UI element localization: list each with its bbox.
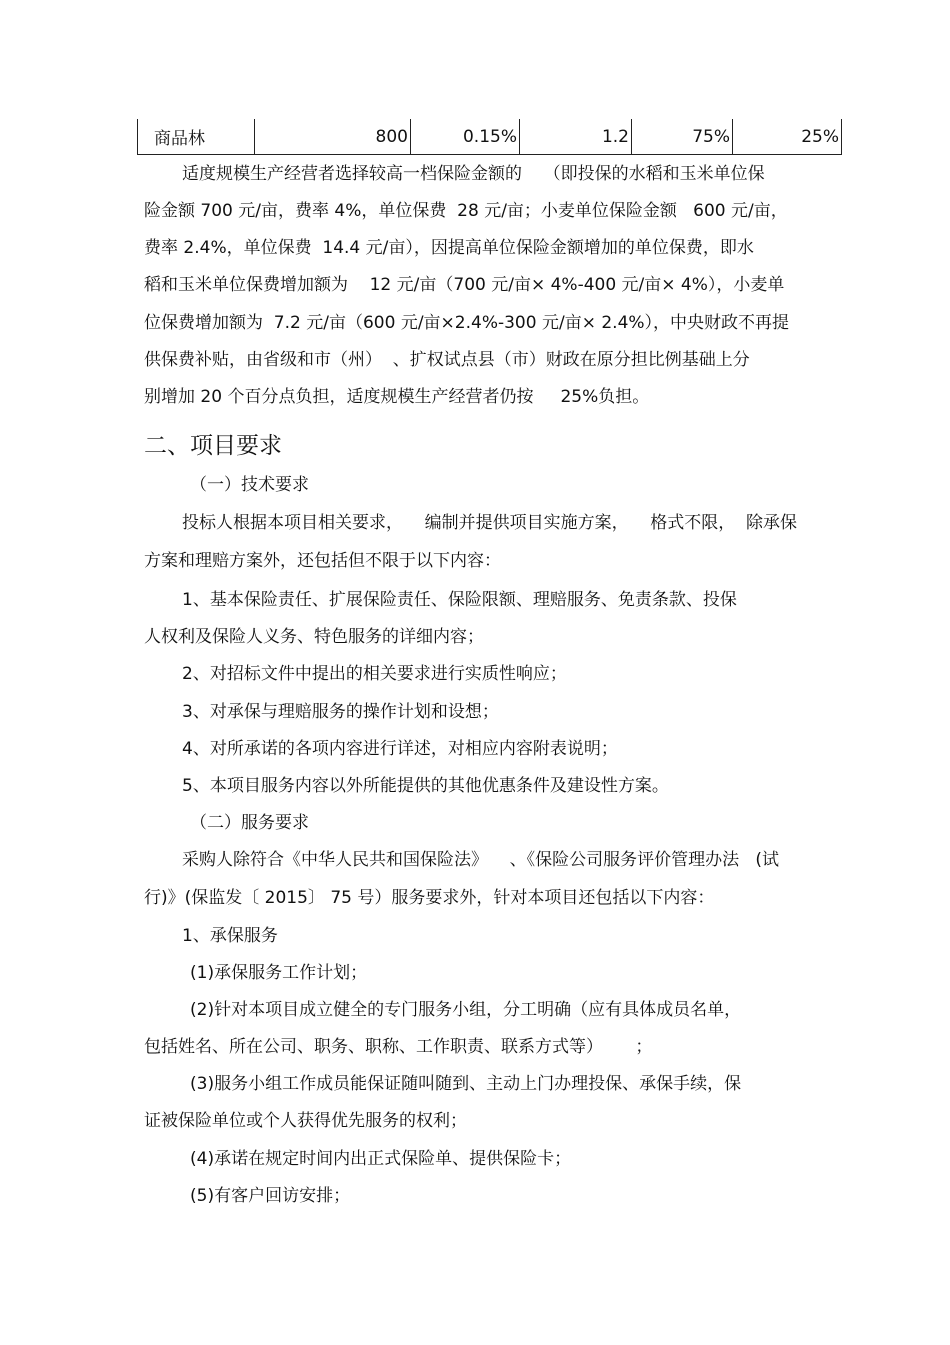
list-item: 人权利及保险人义务、特色服务的详细内容； (144, 627, 484, 647)
list-item: (4)承诺在规定时间内出正式保险单、提供保险卡； (190, 1149, 572, 1169)
subsection-heading: （一）技术要求 (190, 475, 309, 495)
paragraph-line: 方案和理赔方案外，还包括但不限于以下内容： (144, 551, 501, 571)
paragraph-line: 稻和玉米单位保费增加额为 12 元/亩（700 元/亩× 4%-400 元/亩× 4%），小麦单 (144, 275, 785, 295)
table-row (138, 119, 842, 155)
list-item: (1)承保服务工作计划； (190, 963, 368, 983)
section-heading: 二、项目要求 (144, 433, 282, 459)
forest-type-cell: 商品林 (138, 119, 255, 155)
paragraph-line: 位保费增加额为 7.2 元/亩（600 元/亩×2.4%-300 元/亩× 2.4%），中央财政不再提 (144, 313, 790, 333)
paragraph-line: 费率 2.4%，单位保费 14.4 元/亩），因提高单位保险金额增加的单位保费，即水 (144, 238, 754, 258)
list-item: 2、对招标文件中提出的相关要求进行实质性响应； (182, 664, 567, 684)
list-item: 1、承保服务 (182, 926, 278, 946)
table-cell: 0.15% (411, 119, 520, 155)
table-cell: 1.2 (520, 119, 632, 155)
paragraph-line: 适度规模生产经营者选择较高一档保险金额的 （即投保的水稻和玉米单位保 (182, 164, 765, 184)
paragraph-line: 险金额 700 元/亩，费率 4%，单位保费 28 元/亩；小麦单位保险金额 600 元/亩， (144, 201, 788, 221)
list-item: 证被保险单位或个人获得优先服务的权利； (144, 1111, 467, 1131)
list-item: (3)服务小组工作成员能保证随叫随到、主动上门办理投保、承保手续，保 (190, 1074, 742, 1094)
paragraph-line: 行)》(保监发〔 2015〕 75 号）服务要求外，针对本项目还包括以下内容： (144, 888, 715, 908)
list-item: (2)针对本项目成立健全的专门服务小组，分工明确（应有具体成员名单， (190, 1000, 742, 1020)
paragraph-line: 投标人根据本项目相关要求， 编制并提供项目实施方案， 格式不限， 除承保 (182, 513, 798, 533)
list-item: 4、对所承诺的各项内容进行详述，对相应内容附表说明； (182, 739, 618, 759)
list-item: 1、基本保险责任、扩展保险责任、保险限额、理赔服务、免责条款、投保 (182, 590, 737, 610)
list-item: 包括姓名、所在公司、职务、职称、工作职责、联系方式等） ； (144, 1037, 653, 1057)
table-cell: 25% (733, 119, 842, 155)
paragraph-line: 供保费补贴，由省级和市（州） 、扩权试点县（市）财政在原分担比例基础上分 (144, 350, 750, 370)
list-item: 5、本项目服务内容以外所能提供的其他优惠条件及建设性方案。 (182, 776, 669, 796)
list-item: (5)有客户回访安排； (190, 1186, 351, 1206)
table-cell: 800 (255, 119, 411, 155)
paragraph-line: 别增加 20 个百分点负担，适度规模生产经营者仍按 25%负担。 (144, 387, 650, 407)
table-cell: 75% (632, 119, 733, 155)
subsection-heading: （二）服务要求 (190, 813, 309, 833)
paragraph-line: 采购人除符合《中华人民共和国保险法》 、《保险公司服务评价管理办法 (试 (182, 850, 779, 870)
premium-table (137, 119, 842, 155)
list-item: 3、对承保与理赔服务的操作计划和设想； (182, 702, 499, 722)
